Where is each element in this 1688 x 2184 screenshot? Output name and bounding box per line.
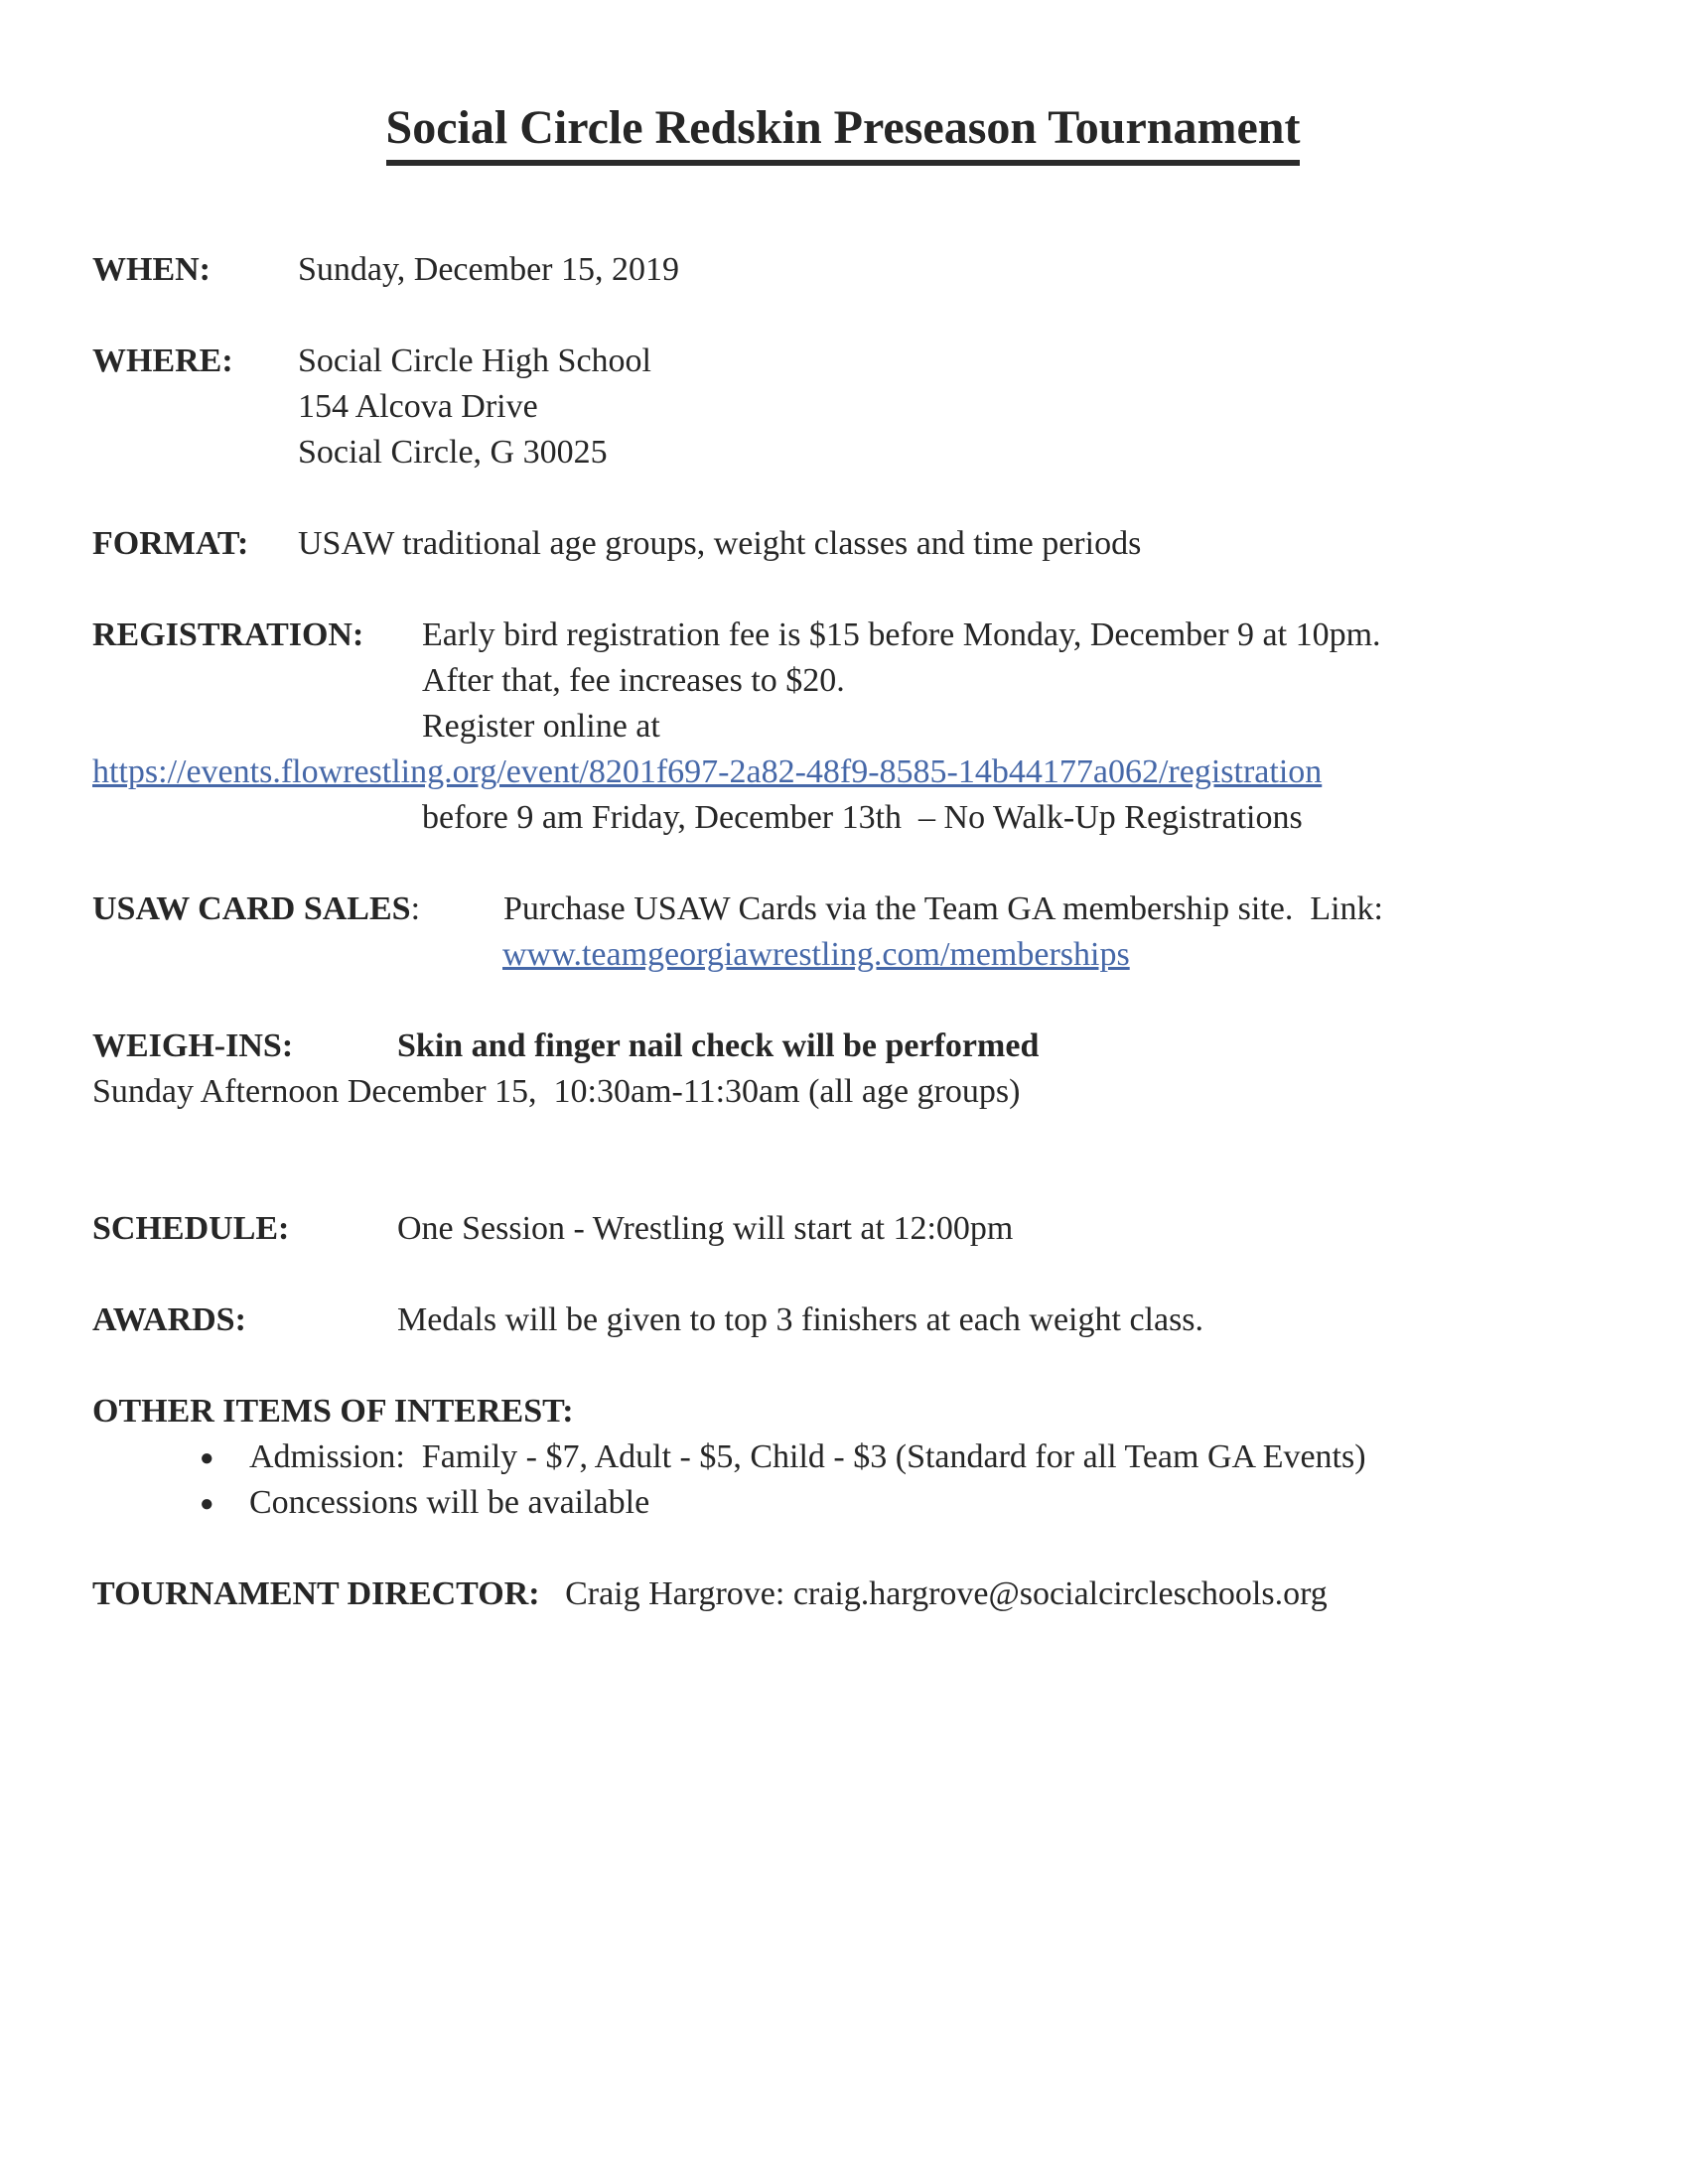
other-items-label: OTHER ITEMS OF INTEREST: bbox=[92, 1393, 574, 1430]
other-items-list bbox=[92, 1434, 1594, 1526]
where-address bbox=[298, 339, 651, 476]
registration-fee-increase: After that, fee increases to $20. bbox=[422, 662, 845, 699]
where-line-street: 154 Alcova Drive bbox=[298, 388, 538, 425]
schedule-label: SCHEDULE: bbox=[92, 1210, 290, 1247]
director-value: Craig Hargrove: craig.hargrove@socialcircleschools.org bbox=[565, 1575, 1328, 1612]
weigh-ins-check-text: Skin and finger nail check will be performed bbox=[397, 1027, 1040, 1064]
section-director bbox=[92, 1571, 1594, 1617]
registration-line1-row bbox=[92, 613, 1594, 658]
usaw-line1-row bbox=[92, 887, 1594, 932]
registration-deadline: before 9 am Friday, December 13th – No Walk-Up Registrations bbox=[422, 799, 1303, 836]
page-title: Social Circle Redskin Preseason Tournament bbox=[386, 99, 1301, 166]
awards-label: AWARDS: bbox=[92, 1301, 246, 1338]
usaw-label-colon: : bbox=[410, 890, 421, 927]
format-label: FORMAT: bbox=[92, 525, 249, 562]
awards-value: Medals will be given to top 3 finishers at each weight class. bbox=[397, 1301, 1204, 1338]
section-awards bbox=[92, 1297, 1594, 1343]
when-value: Sunday, December 15, 2019 bbox=[298, 251, 679, 288]
where-label: WHERE: bbox=[92, 342, 233, 379]
usaw-value: Purchase USAW Cards via the Team GA membership site. Link: bbox=[503, 890, 1383, 927]
registration-link[interactable]: https://events.flowrestling.org/event/8201f697-2a82-48f9-8585-14b44177a062/registration bbox=[92, 753, 1323, 790]
weigh-ins-line1-row bbox=[92, 1024, 1594, 1069]
title-container bbox=[92, 99, 1594, 166]
registration-label: REGISTRATION: bbox=[92, 616, 364, 653]
director-label: TOURNAMENT DIRECTOR: bbox=[92, 1575, 540, 1612]
section-weigh-ins bbox=[92, 1024, 1594, 1115]
list-item-concessions: ● Concessions will be available bbox=[92, 1480, 1594, 1526]
section-format bbox=[92, 521, 1594, 567]
registration-link-line bbox=[92, 750, 1594, 795]
usaw-label-bold: USAW CARD SALES bbox=[92, 890, 411, 927]
section-when bbox=[92, 247, 1594, 293]
format-value: USAW traditional age groups, weight classes and time periods bbox=[298, 525, 1142, 562]
section-registration bbox=[92, 613, 1594, 841]
schedule-value: One Session - Wrestling will start at 12:00pm bbox=[397, 1210, 1014, 1247]
where-line-city: Social Circle, G 30025 bbox=[298, 434, 608, 471]
registration-fee-text: Early bird registration fee is $15 before Monday, December 9 at 10pm. bbox=[422, 616, 1381, 653]
section-schedule bbox=[92, 1206, 1594, 1252]
director-spacer bbox=[548, 1575, 565, 1612]
section-usaw-card-sales bbox=[92, 887, 1594, 978]
section-where bbox=[92, 339, 1594, 476]
weigh-ins-time: Sunday Afternoon December 15, 10:30am-11:30am (all age groups) bbox=[92, 1073, 1021, 1110]
when-label: WHEN: bbox=[92, 251, 211, 288]
memberships-link[interactable]: www.teamgeorgiawrestling.com/memberships bbox=[502, 936, 1130, 973]
weigh-ins-label: WEIGH-INS: bbox=[92, 1027, 294, 1064]
usaw-link-line bbox=[92, 932, 1594, 978]
list-item-admission: ● Admission: Family - $7, Adult - $5, Child - $3 (Standard for all Team GA Events) bbox=[92, 1434, 1594, 1480]
usaw-label bbox=[92, 887, 503, 932]
registration-online-text: Register online at bbox=[422, 708, 660, 745]
where-line-school: Social Circle High School bbox=[298, 342, 652, 379]
section-other-items bbox=[92, 1389, 1594, 1526]
